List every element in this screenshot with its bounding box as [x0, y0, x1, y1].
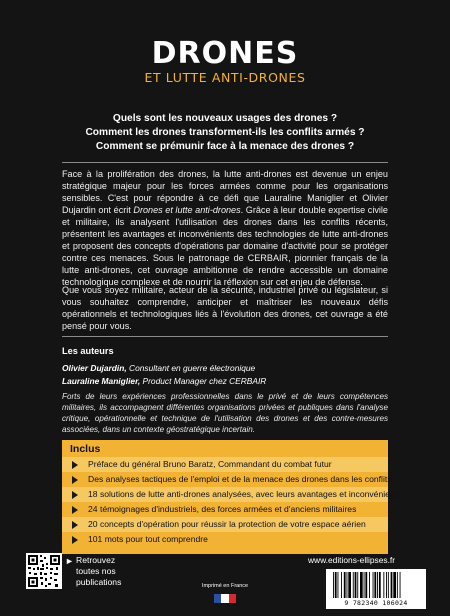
arrow-icon: ► [65, 556, 74, 566]
authors-heading: Les auteurs [62, 346, 114, 356]
question: Comment se prémunir face à la menace des drones ? [95, 141, 355, 152]
authors-bio: Forts de leurs expériences professionnelles dans le privé et de leurs compétences militaires, ils accompagnent différentes organisations privées et publiques dans l'analyse critique, opérationnelle et technique de l'utilisation des drones et des contre-mesures associées, dans un contexte géostratégique incertain. [62, 392, 388, 435]
triangle-bullet-icon [72, 521, 78, 529]
paragraph-text: Face à la prolifération des drones, la lutte anti-drones est devenue un enjeu stratégique majeur pour les forces armées comme pour les organisations sensibles. C'est pour répondre à ce défi que Lauraline Maniglier et Olivier Dujardin ont écrit [62, 169, 388, 216]
flag-icon [214, 590, 236, 599]
triangle-bullet-icon [72, 476, 78, 484]
list-item-text: 20 concepts d'opération pour réussir la protection de votre espace aérien [88, 519, 366, 529]
triangle-bullet-icon [72, 491, 78, 499]
list-item-text: Préface du général Bruno Baratz, Commandant du combat futur [88, 459, 332, 469]
author-line [62, 363, 255, 373]
list-item [62, 457, 388, 472]
qr-caption-line: publications [76, 577, 122, 587]
author-line [62, 376, 266, 386]
isbn-digits: 9 782340 106024 [344, 599, 408, 607]
qr-caption-line: toutes nos [76, 566, 116, 576]
audience-paragraph: Que vous soyez militaire, acteur de la sécurité, industriel privé ou législateur, si vous souhaitez comprendre, anticiper et maîtriser les nouveaux défis opérationnels et technologiques liés à l'évolution des drones, cet ouvrage a été pensé pour vous. [62, 285, 388, 332]
author-name: Olivier Dujardin, [62, 363, 127, 373]
printed-in-france: Imprimé en France [201, 583, 249, 589]
inclus-heading: Inclus [70, 443, 101, 455]
book-title-reference: Drones et lutte anti-drones [133, 205, 241, 216]
author-name: Lauraline Maniglier, [62, 376, 141, 386]
inclus-list [62, 457, 402, 547]
book-title: DRONES [151, 36, 299, 71]
list-item [62, 532, 388, 547]
list-item [62, 487, 402, 502]
key-questions [0, 112, 450, 154]
list-item [62, 472, 392, 487]
inclus-box [62, 440, 402, 554]
divider [62, 162, 388, 163]
paragraph-text: . Grâce à leur double expertise civile et militaire, ils analysent l'utilisation des drones dans les conflits récents, présentent les avantages et inconvénients des technologies de lutte anti-drones et proposent des concepts d'opérations par domaine d'activité pour se protéger contre ces menaces. Sous le patronage de CERBAIR, pionnier français de la lutte anti-drones, cet ouvrage ambitionne de rendre accessible un domaine technologique complexe et de nourrir la réflexion sur cet enjeu de défense. [62, 205, 388, 288]
triangle-bullet-icon [72, 506, 78, 514]
publisher-website[interactable]: www.editions-ellipses.fr [308, 555, 396, 565]
qr-caption-line: Retrouvez [76, 555, 116, 565]
list-item [62, 502, 388, 517]
barcode-icon [326, 569, 426, 600]
list-item-text: 18 solutions de lutte anti-drones analysées, avec leurs avantages et inconvénients [88, 489, 402, 499]
question: Comment les drones transforment-ils les conflits armés ? [85, 127, 365, 138]
description-paragraph [62, 168, 388, 288]
triangle-bullet-icon [72, 536, 78, 544]
isbn-barcode [326, 569, 426, 609]
book-subtitle: ET LUTTE ANTI-DRONES [144, 70, 306, 85]
list-item [62, 517, 388, 532]
author-role: Consultant en guerre électronique [126, 363, 256, 373]
list-item-text: 101 mots pour tout comprendre [88, 534, 208, 544]
author-role: Product Manager chez CERBAIR [140, 376, 267, 386]
triangle-bullet-icon [72, 461, 78, 469]
divider [62, 336, 388, 337]
list-item-text: Des analyses tactiques de l'emploi et de la menace des drones dans les conflits [88, 474, 392, 484]
list-item-text: 24 témoignages d'industriels, des forces armées et d'anciens militaires [88, 504, 357, 514]
question: Quels sont les nouveaux usages des drones ? [112, 113, 338, 124]
